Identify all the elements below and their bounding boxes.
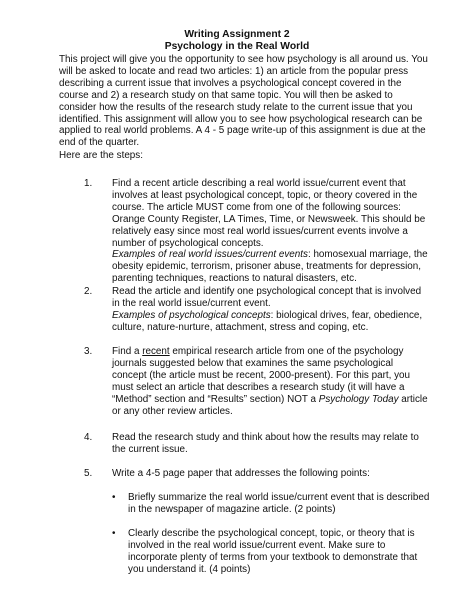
step-text-underlined: recent (142, 346, 170, 357)
document-subtitle: Psychology in the Real World (164, 41, 310, 52)
step-text-part: article or any other review articles. (112, 393, 428, 417)
bullet-text: Clearly describe the psychological concept, topic, or theory that is involved in the real world issue/current event. Make sure to incorporate plenty of terms from your textbook to demonstrate that you understand it. (4 points) (128, 528, 418, 575)
steps-label: Here are the steps: (59, 150, 143, 161)
step-number: 3. (84, 346, 93, 357)
example-text: : homosexual marriage, the obesity epidemic, terrorism, prisoner abuse, treatments for depression, parenting techniques, reactions to natural disasters, etc. (112, 249, 428, 285)
step-text (112, 346, 429, 417)
step-text: Read the article and identify one psychological concept that is involved in the real world issue/current event. (112, 286, 422, 309)
step-text-part: Find a (112, 346, 143, 357)
step-number: 1. (84, 178, 93, 189)
step-number: 4. (84, 432, 93, 443)
bullet-icon: • (112, 528, 116, 539)
step-text: Write a 4-5 page paper that addresses the following points: (112, 468, 370, 479)
step-3 (84, 346, 429, 417)
step-4 (84, 432, 429, 456)
bullet-item (112, 528, 432, 576)
example-text: : biological drives, fear, obedience, culture, nature-nurture, attachment, stress and coping, etc. (112, 309, 423, 333)
step-text: Read the research study and think about how the results may relate to the current issue. (112, 432, 419, 455)
step-2 (84, 286, 429, 334)
bullet-icon: • (112, 492, 116, 503)
step-example (112, 249, 429, 285)
example-label: Examples of psychological concepts (112, 309, 271, 321)
step-example (112, 310, 429, 334)
step-text-italic: Psychology Today (318, 393, 399, 405)
document-title: Writing Assignment 2 (184, 29, 290, 40)
step-number: 5. (84, 468, 93, 479)
step-5 (84, 468, 429, 480)
example-label: Examples of real world issues/current events (112, 249, 308, 261)
step-text: Find a recent article describing a real world issue/current event that involves at least psychological concept, topic, or theory covered in the course. The article MUST come from one of the following sources: Orange County Register, LA Times, Time, or Newsweek. This should be relatively easy since most real world issues/current events involve a number of psychological concepts. (112, 178, 426, 249)
bullet-text: Briefly summarize the real world issue/current event that is described in the newspaper of magazine article. (2 points) (128, 492, 430, 515)
step-1 (84, 178, 429, 285)
bullet-item (112, 492, 432, 516)
intro-paragraph: This project will give you the opportunity to see how psychology is all around us. You will be asked to locate and read two articles: 1) an article from the popular press describing a current issue that involves a psychological concept covered in the course and 2) a research study on that same topic. You will then be asked to consider how the results of the research study relate to the current issue that you identified. This assignment will allow you to see how psychological research can be applied to real world problems. A 4 - 5 page write-up of this assignment is due at the end of the quarter. (59, 54, 428, 149)
step-number: 2. (84, 286, 93, 297)
step-text-part: empirical research article from one of the psychology journals suggested below that examines the same psychological concept (the article must be recent, 2000-present). For this part, you must select an article that describes a research study (it will have a “Method” section and “Results” section) NOT a (112, 346, 411, 405)
